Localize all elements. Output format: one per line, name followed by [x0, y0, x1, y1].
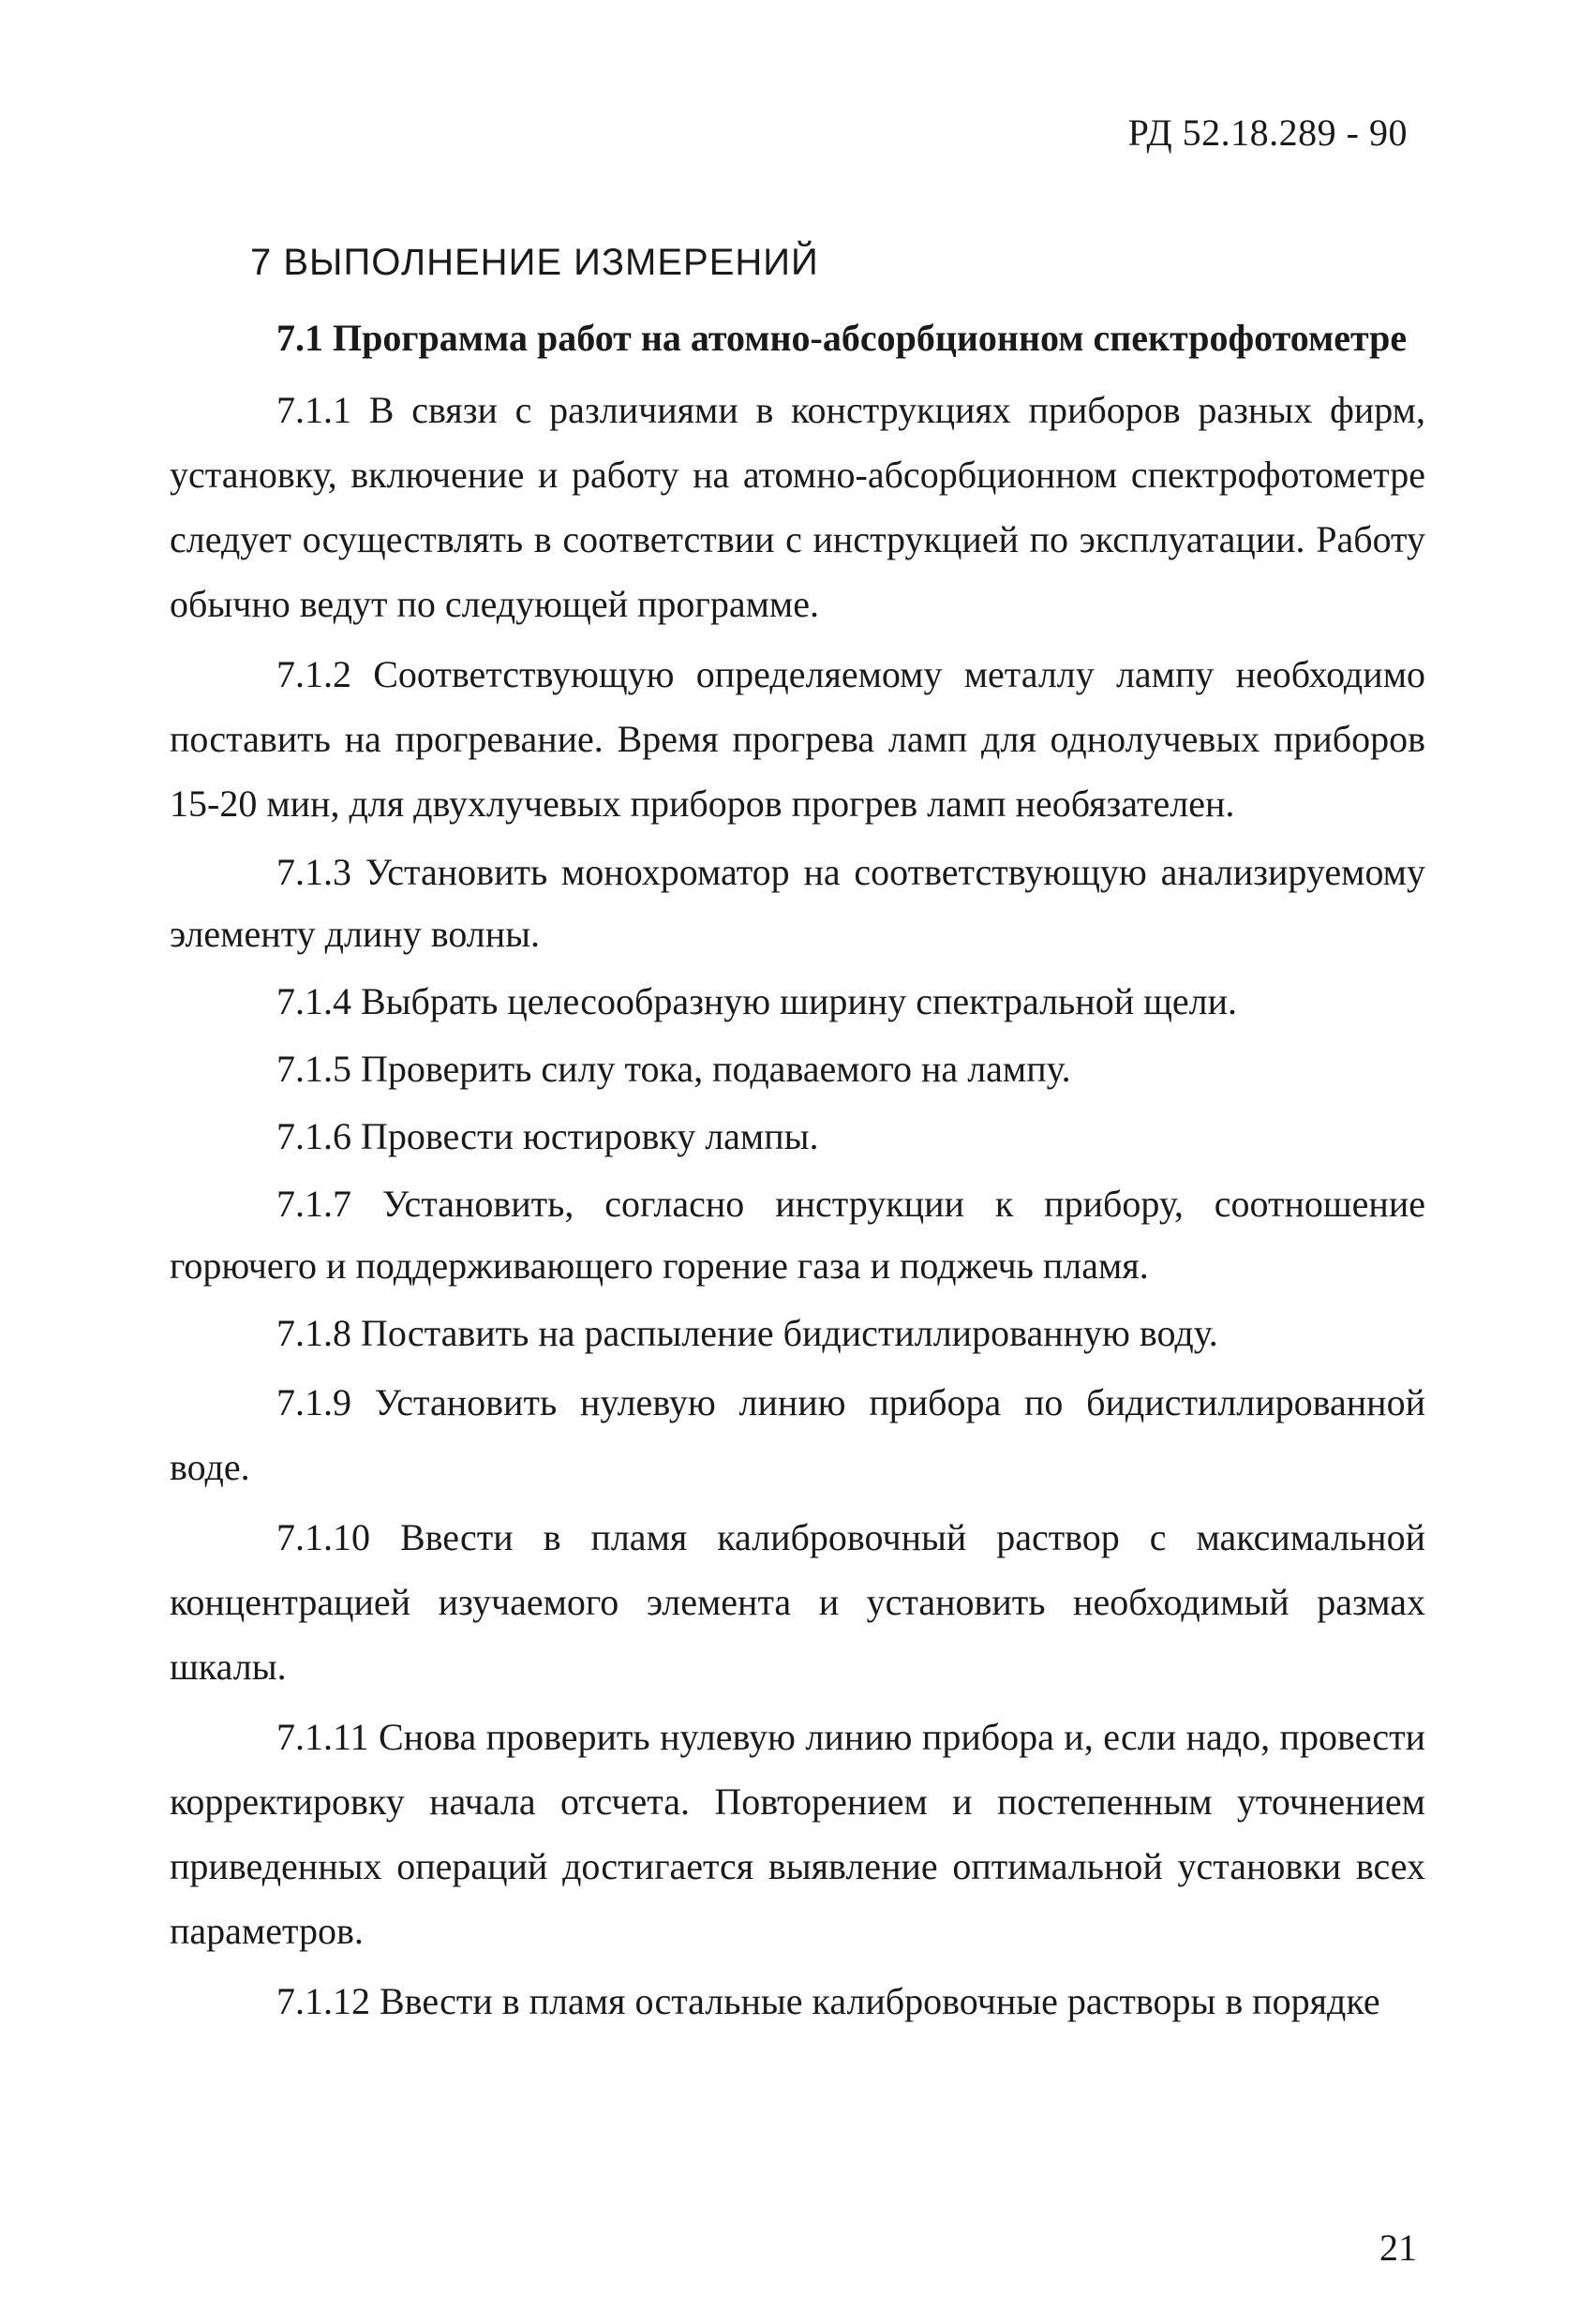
paragraph-7-1-6: 7.1.6 Провести юстировку лампы. [276, 1115, 819, 1157]
paragraph-7-1-5: 7.1.5 Проверить силу тока, подаваемого на лампу. [276, 1048, 1071, 1090]
paragraph-7-1-10: 7.1.10 Ввести в пламя калибровочный раствор с максимальной концентрацией изучаемого элемента и установить необходимый размах шкалы. [170, 1516, 1425, 1688]
subsection-heading: 7.1 Программа работ на атомно-абсорбционном спектрофотометре [276, 317, 1408, 359]
paragraph-7-1-2: 7.1.2 Соответствующую определяемому металлу лампу необходимо поставить на прогревание. Время прогрева ламп для однолучевых приборов 15-20 мин, для двухлучевых приборов прогрев ламп необязателен. [170, 653, 1425, 825]
paragraph-7-1-4: 7.1.4 Выбрать целесообразную ширину спектральной щели. [276, 980, 1238, 1022]
paragraph-7-1-12: 7.1.12 Ввести в пламя остальные калибровочные растворы в порядке [276, 1980, 1380, 2022]
paragraph-7-1-1: 7.1.1 В связи с различиями в конструкциях приборов разных фирм, установку, включение и работу на атомно-абсорбционном спектрофотометре следует осуществлять в соответствии с инструкцией по эксплуатации. Работу обычно ведут по следующей программе. [170, 389, 1425, 625]
paragraph-7-1-8: 7.1.8 Поставить на распыление бидистиллированную воду. [276, 1312, 1218, 1354]
document-code: РД 52.18.289 - 90 [1127, 112, 1408, 154]
page-number: 21 [1379, 2227, 1417, 2269]
paragraph-7-1-7: 7.1.7 Установить, согласно инструкции к прибору, соотношение горючего и поддерживающего горение газа и поджечь пламя. [170, 1183, 1425, 1287]
page-content [170, 239, 1425, 2039]
section-heading: 7 ВЫПОЛНЕНИЕ ИЗМЕРЕНИЙ [250, 242, 819, 283]
paragraph-7-1-11: 7.1.11 Снова проверить нулевую линию прибора и, если надо, провести корректировку начала отсчета. Повторением и постепенным уточнением приведенных операций достигается выявление оптимальной установки всех параметров. [170, 1716, 1425, 1952]
paragraph-7-1-9: 7.1.9 Установить нулевую линию прибора по бидистиллированной воде. [170, 1381, 1425, 1488]
paragraph-7-1-3: 7.1.3 Установить монохроматор на соответствующую анализируемому элементу длину волны. [170, 851, 1425, 955]
